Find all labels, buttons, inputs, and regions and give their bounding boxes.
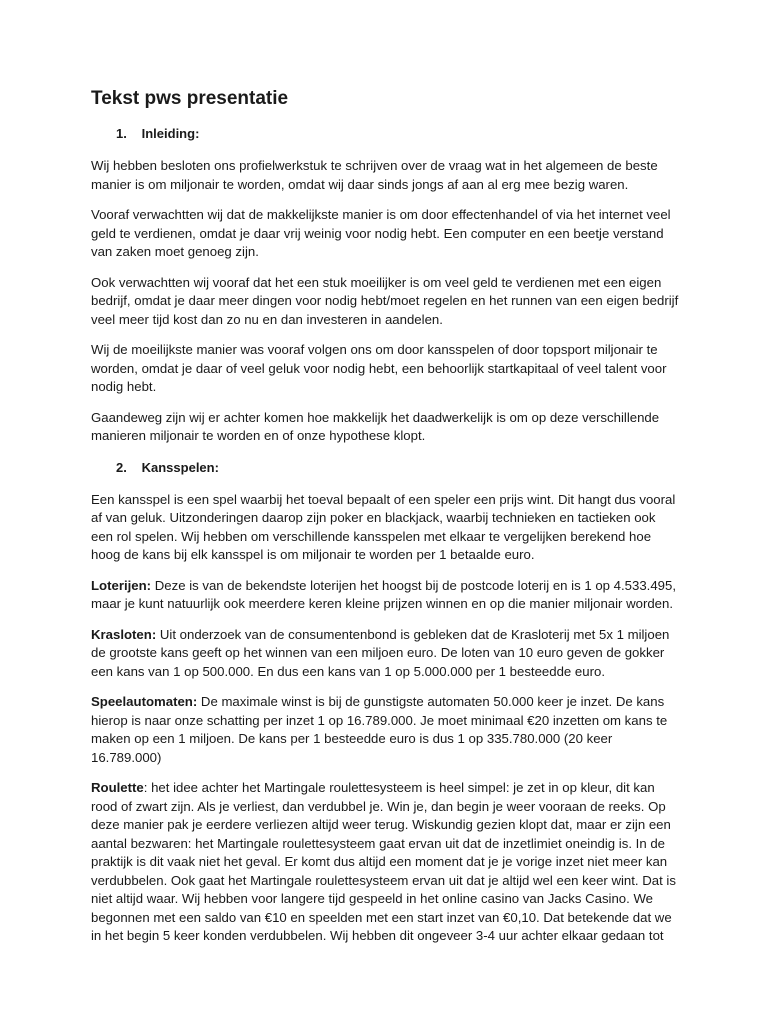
paragraph-body: : het idee achter het Martingale roulettesysteem is heel simpel: je zet in op kleur, dit kan rood of zwart zijn. Als je verliest, dan verdubbel je. Win je, dan begin je weer vooraan de reeks. Op deze manier pak je eerdere verliezen altijd weer terug. Wiskundig gezien klopt dat, maar er zijn een aantal bezwaren: het Martingale roulettesysteem gaat ervan uit dat de inzetlimiet oneindig is. In de praktijk is dit vaak niet het geval. Er komt dus altijd een moment dat je je vorige inzet niet meer kan verdubbelen. Ook gaat het Martingale roulettesysteem ervan uit dat je altijd wel een keer wint. Dat is niet altijd waar. Wij hebben voor langere tijd gespeeld in het online casino van Jacks Casino. We begonnen met een saldo van €10 en speelden met een start inzet van €0,10. Dat betekende dat we in het begin 5 keer konden verdubbelen. Wij hebben dit ongeveer 3-4 uur achter elkaar gedaan tot: [91, 780, 676, 943]
document-title: Tekst pws presentatie: [91, 88, 289, 109]
paragraph: Gaandeweg zijn wij er achter komen hoe makkelijk het daadwerkelijk is om op deze verschillende manieren miljonair te worden en of onze hypothese klopt.: [91, 409, 660, 443]
paragraph-body: Uit onderzoek van de consumentenbond is gebleken dat de Krasloterij met 5x 1 miljoen de grootste kans geeft op het winnen van een miljoen euro. De loten van 10 euro geven de gokker een kans van 1 op 500.000. En dus een kans van 1 op 5.000.000 per 1 besteedde euro.: [91, 626, 670, 679]
paragraph-loterijen: [91, 577, 680, 614]
paragraph-body: De maximale winst is bij de gunstigste automaten 50.000 keer je inzet. De kans hierop is naar onze schatting per inzet 1 op 16.789.000. Je moet minimaal €20 inzetten om kans te maken op een 1 miljoen. De kans per 1 besteedde euro is dus 1 op 335.780.000 (20 keer 16.789.000): [91, 694, 668, 765]
paragraph: Wij de moeilijkste manier was vooraf volgen ons om door kansspelen of door topsport miljonair te worden, omdat je daar of veel geluk voor nodig hebt, een behoorlijk startkapitaal of veel talent voor nodig hebt.: [91, 342, 667, 394]
paragraph-speelautomaten: [91, 693, 680, 767]
section-heading-text: Inleiding:: [141, 126, 200, 141]
paragraph-lead: Speelautomaten:: [91, 694, 198, 709]
section-heading-text: Kansspelen:: [141, 459, 219, 475]
paragraph-lead: Krasloten:: [91, 626, 157, 642]
paragraph: Wij hebben besloten ons profielwerkstuk te schrijven over de vraag wat in het algemeen de beste manier is om miljonair te worden, omdat wij daar sinds jongs af aan al erg mee bezig waren.: [91, 158, 658, 192]
paragraph-intro: Een kansspel is een spel waarbij het toeval bepaalt of een speler een prijs wint. Dit hangt dus vooral af van geluk. Uitzonderingen daarop zijn poker en blackjack, waarbij technieken en tactieken ook een rol spelen. Wij hebben om verschillende kansspelen met elkaar te vergelijken berekend hoe hoog de kans bij elk kansspel is om miljonair te worden per 1 betaalde euro.: [91, 491, 676, 562]
paragraph-krasloten: [91, 626, 680, 682]
paragraph-roulette: [91, 779, 680, 946]
section-number: 2.: [116, 459, 127, 475]
paragraph-lead: Roulette: [91, 780, 144, 795]
section-heading-inleiding: [91, 124, 680, 143]
section-number: 1.: [116, 126, 127, 141]
paragraph: Vooraf verwachtten wij dat de makkelijkste manier is om door effectenhandel of via het internet veel geld te verdienen, omdat je daar vrij weinig voor nodig hebt. Een computer en een beetje verstand van zaken moet genoeg zijn.: [91, 207, 671, 259]
section-heading-kansspelen: [91, 458, 680, 477]
paragraph: Ook verwachtten wij vooraf dat het een stuk moeilijker is om veel geld te verdienen met een eigen bedrijf, omdat je daar meer dingen voor nodig hebt/moet regelen en het runnen van een eigen bedrijf veel meer tijd kost dan zo nu en dan investeren in aandelen.: [91, 274, 679, 327]
paragraph-lead: Loterijen:: [91, 577, 152, 593]
paragraph-body: Deze is van de bekendste loterijen het hoogst bij de postcode loterij en is 1 op 4.533.495, maar je kunt natuurlijk ook meerdere keren kleine prijzen winnen en op die manier miljonair worden.: [91, 577, 676, 611]
